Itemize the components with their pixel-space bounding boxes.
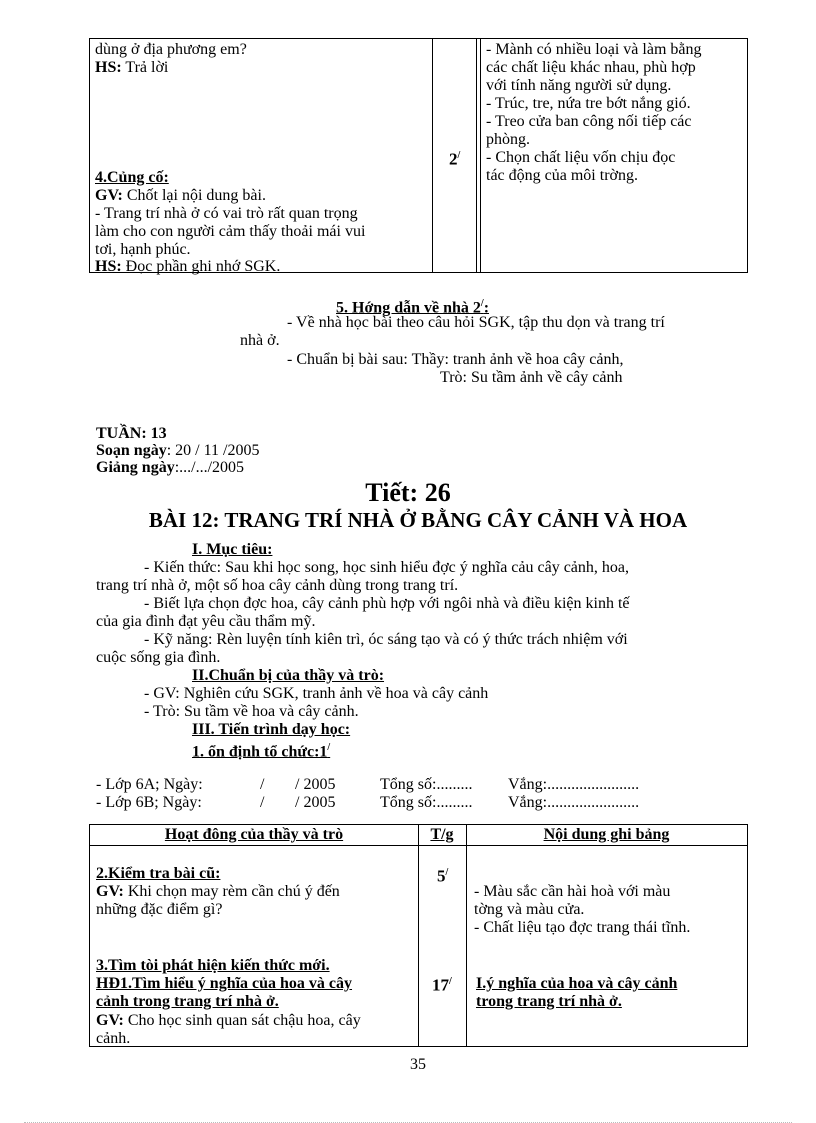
cung-co-heading: 4.Củng cố:: [95, 169, 169, 186]
objective-line: của gia đình đạt yêu cầu thẩm mỹ.: [96, 613, 316, 630]
class-name: - Lớp 6A; Ngày:: [96, 776, 203, 793]
homework-line: Trò: Su tầm ảnh về cây cảnh: [440, 369, 623, 386]
class-total: Tổng số:.........: [380, 776, 473, 793]
cung-co-line: - Trang trí nhà ở có vai trò rất quan trọng: [95, 205, 358, 222]
class-absent: Vắng:.......................: [508, 794, 640, 811]
page-number: 35: [410, 1056, 426, 1073]
row-content-line: - Chất liệu tạo đợc trang thái tĩnh.: [474, 919, 691, 936]
left-line: dùng ở địa phương em?: [95, 41, 247, 58]
row-subheading: HĐ1.Tìm hiểu ý nghĩa của hoa và cây: [96, 975, 353, 992]
row-time: 17/: [432, 975, 452, 995]
class-total: Tổng số:.........: [380, 794, 473, 811]
content-line: với tính năng người sử dụng.: [486, 77, 672, 94]
lesson-number: Tiết: 26: [365, 478, 451, 507]
content-line: - Mành có nhiều loại và làm bằng: [486, 41, 702, 58]
homework-line: nhà ở.: [240, 332, 280, 349]
objective-line: cuộc sống gia đình.: [96, 649, 221, 666]
lesson-title: BÀI 12: TRANG TRÍ NHÀ Ở BẰNG CÂY CẢNH VÀ HOA: [148, 508, 688, 532]
row-time: 5/: [437, 866, 449, 886]
row-content-line: I.ý nghĩa của hoa và cây cảnh: [476, 975, 678, 992]
row-heading: 3.Tìm tòi phát hiện kiến thức mới.: [96, 957, 330, 974]
week-label: TUẦN: 13: [96, 425, 167, 442]
preparation-line: - GV: Nghiên cứu SGK, tranh ảnh về hoa và cây cảnh: [144, 685, 489, 702]
row-heading: 2.Kiểm tra bài cũ:: [96, 865, 221, 882]
main-table: [89, 824, 748, 1047]
cung-co-line: làm cho con người cảm thấy thoải mái vui: [95, 223, 366, 240]
class-date-slash: /: [260, 776, 265, 793]
header-time: T/g: [430, 826, 454, 843]
header-content: Nội dung ghi bảng: [543, 826, 670, 843]
left-line: HS: Trả lời: [95, 59, 169, 76]
process-heading: III. Tiến trình dạy học:: [192, 721, 351, 738]
row-line: những đặc điểm gì?: [96, 901, 223, 918]
content-line: các chất liệu khác nhau, phù hợp: [486, 59, 696, 76]
row-content-line: trong trang trí nhà ở.: [476, 993, 622, 1010]
homework-line: - Chuẩn bị bài sau: Thầy: tranh ảnh về hoa cây cảnh,: [287, 351, 624, 368]
objective-line: - Kỹ năng: Rèn luyện tính kiên trì, óc sáng tạo và có ý thức trách nhiệm với: [144, 631, 628, 648]
header-activity: Hoạt đông của thầy và trò: [164, 826, 344, 843]
soan-ngay: Soạn ngày: 20 / 11 /2005: [96, 442, 260, 459]
objective-line: - Biết lựa chọn đợc hoa, cây cảnh phù hợp với ngôi nhà và điều kiện kinh tế: [144, 595, 630, 612]
class-name: - Lớp 6B; Ngày:: [96, 794, 202, 811]
process-sub: 1. ổn định tổ chức:1/: [192, 742, 331, 761]
content-line: tác động của môi trờng.: [486, 167, 638, 184]
content-line: phòng.: [486, 131, 530, 148]
class-year: / 2005: [295, 776, 336, 793]
row-subheading: cảnh trong trang trí nhà ở.: [96, 993, 279, 1010]
objective-line: trang trí nhà ở, một số hoa cây cảnh dùng trong trang trí.: [96, 577, 459, 594]
time-value: 2/: [449, 149, 461, 169]
homework-heading: 5. Hớng dẫn về nhà 2/:: [336, 298, 490, 317]
class-date-slash: /: [260, 794, 265, 811]
cung-co-line: GV: Chốt lại nội dung bài.: [95, 187, 266, 204]
objective-line: - Kiến thức: Sau khi học song, học sinh hiểu đợc ý nghĩa cảu cây cảnh, hoa,: [144, 559, 630, 576]
preparation-heading: II.Chuẩn bị của thầy và trò:: [192, 667, 385, 684]
class-year: / 2005: [295, 794, 336, 811]
class-absent: Vắng:.......................: [508, 776, 640, 793]
content-line: - Treo cửa ban công nối tiếp các: [486, 113, 692, 130]
row-content-line: - Màu sắc cần hài hoà với màu: [474, 883, 671, 900]
content-line: - Trúc, tre, nứa tre bớt nắng gió.: [486, 95, 691, 112]
row-line: cảnh.: [96, 1030, 131, 1047]
content-line: - Chọn chất liệu vốn chịu đọc: [486, 149, 676, 166]
cung-co-line: HS: Đọc phần ghi nhớ SGK.: [95, 258, 281, 275]
cung-co-line: tơi, hạnh phúc.: [95, 241, 191, 258]
homework-line: - Về nhà học bài theo câu hỏi SGK, tập thu dọn và trang trí: [287, 314, 665, 331]
preparation-line: - Trò: Su tầm về hoa và cây cảnh.: [144, 703, 359, 720]
row-line: GV: Cho học sinh quan sát chậu hoa, cây: [96, 1012, 361, 1029]
row-line: GV: Khi chọn may rèm cần chú ý đến: [96, 883, 340, 900]
top-table: [89, 38, 748, 273]
objectives-heading: I. Mục tiêu:: [192, 541, 273, 558]
giang-ngay: Giảng ngày:.../.../2005: [96, 459, 245, 476]
row-content-line: tờng và màu cửa.: [474, 901, 585, 918]
